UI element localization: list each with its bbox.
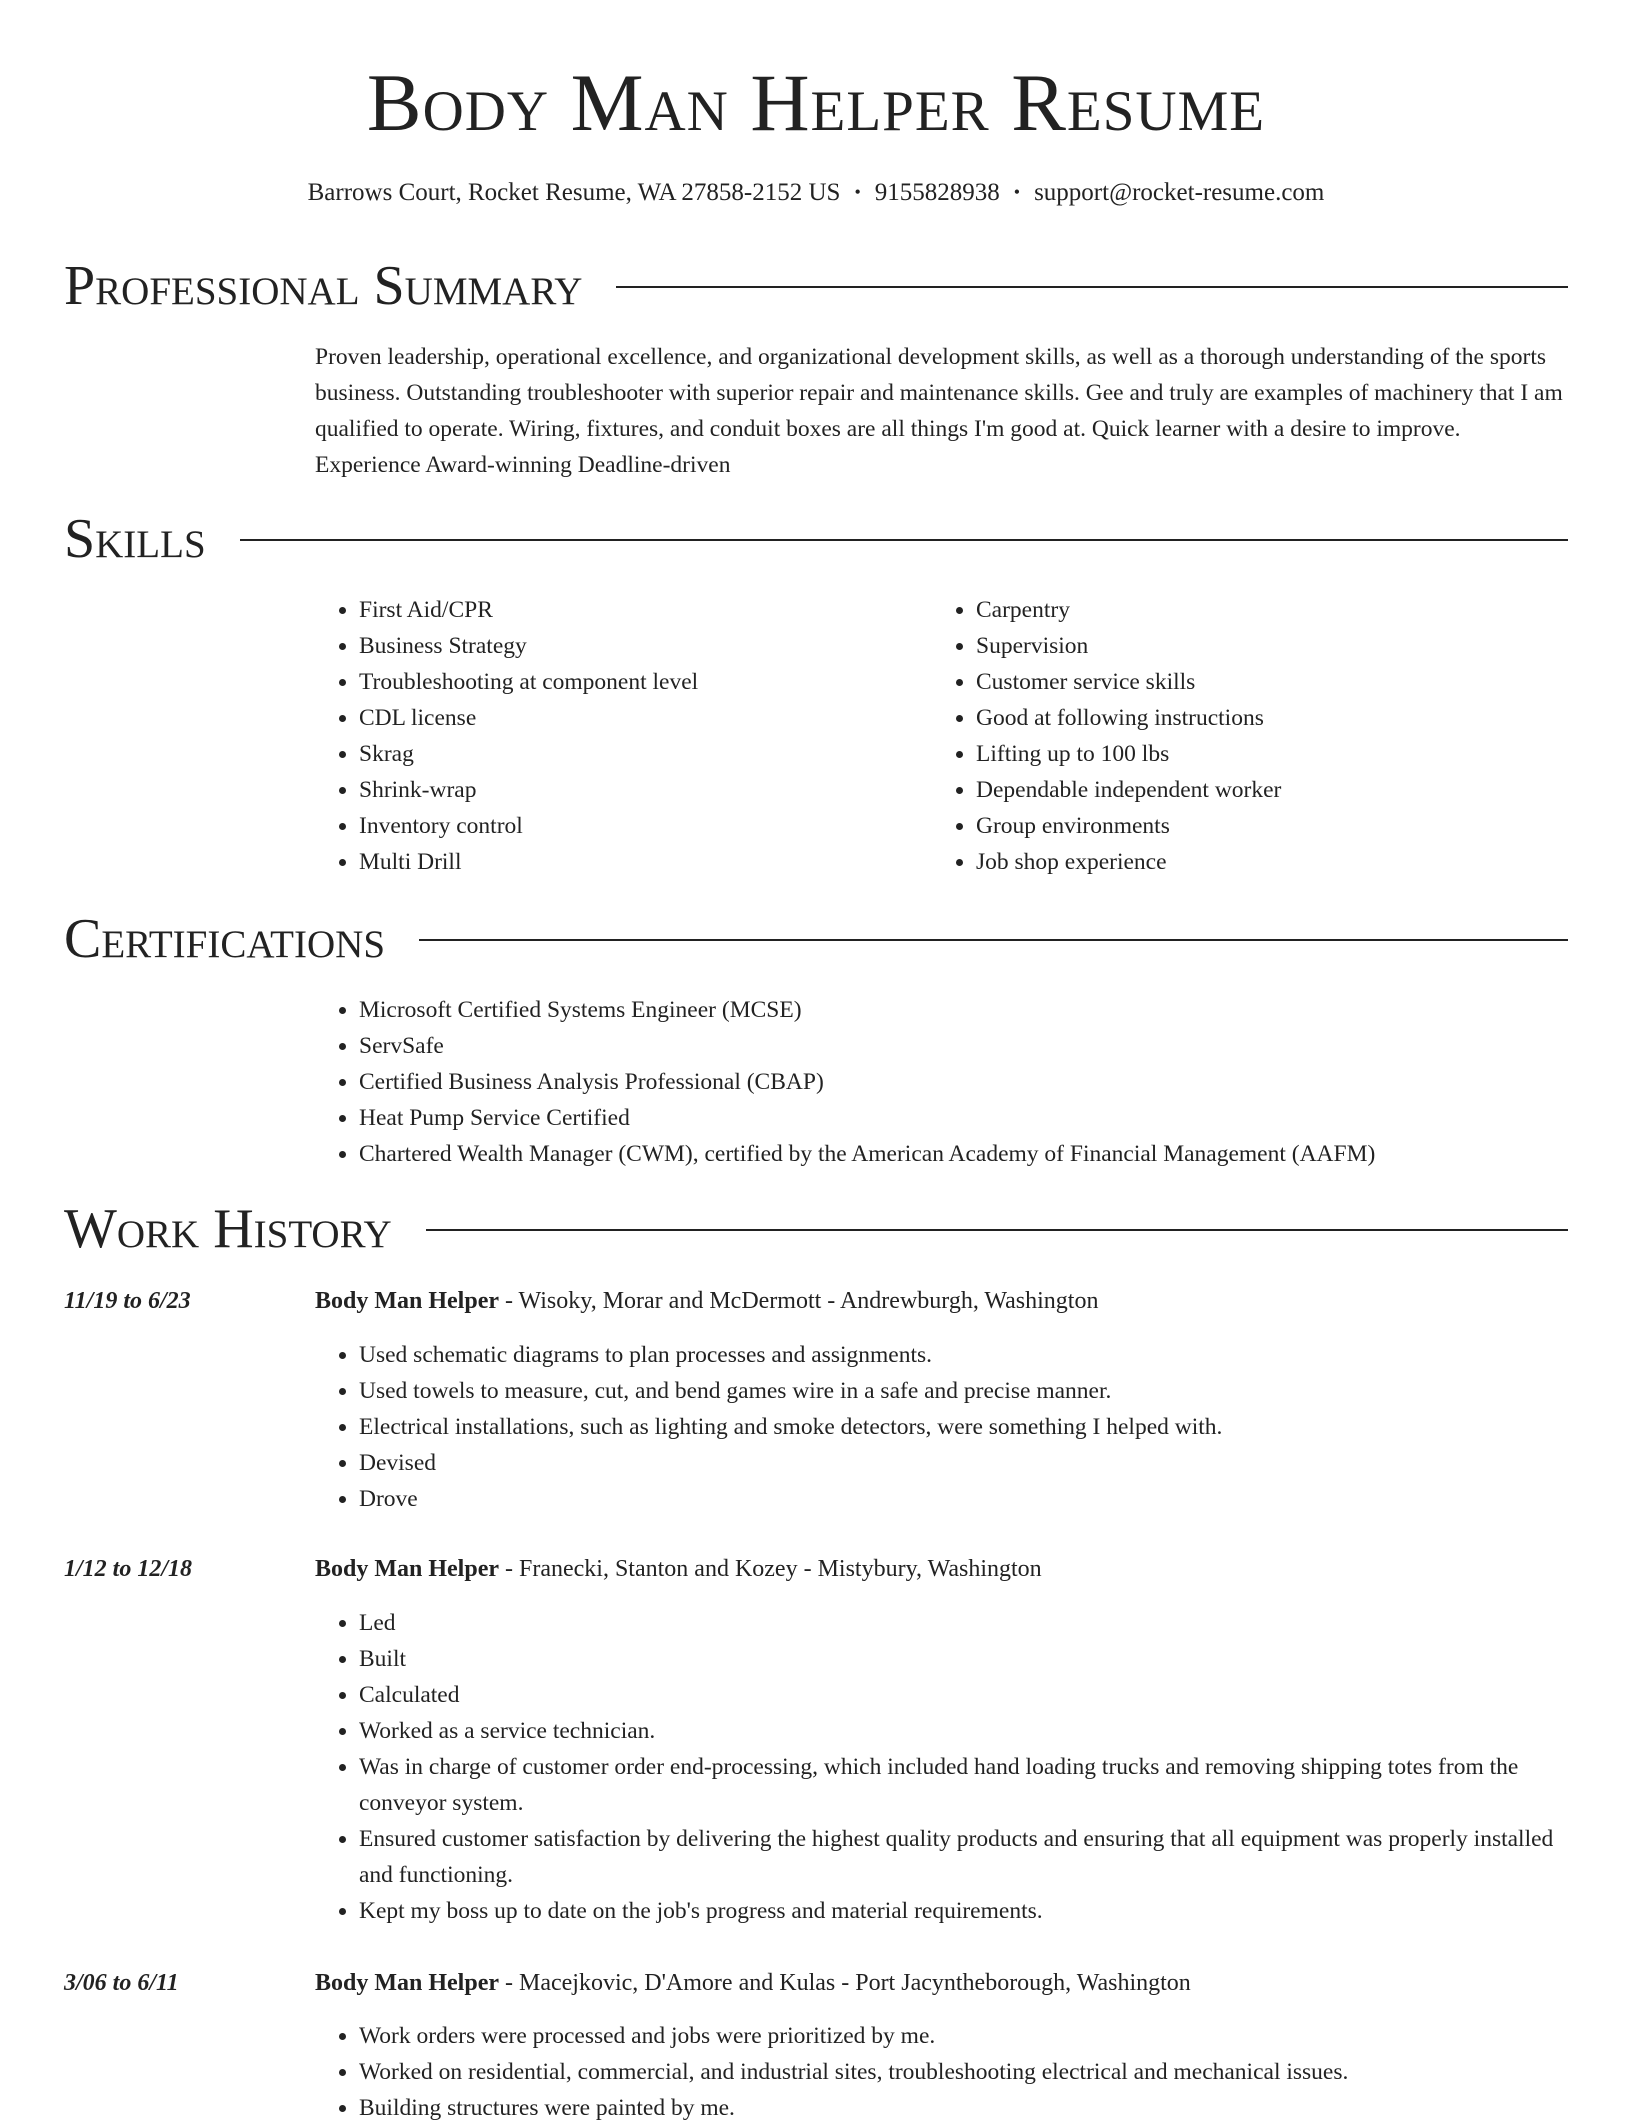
contact-line [0,174,1632,211]
skill-item: • Lifting up to 100 lbs [976,736,1532,772]
contact-email: support@rocket-resume.com [1034,179,1325,206]
job-bullet: • Worked on residential, commercial, and industrial sites, troubleshooting electrical and mechanical issues. [359,2054,1568,2090]
job-bullet: • Building structures were painted by me. [359,2090,1568,2126]
job-employer: - Wisoky, Morar and McDermott - Andrewburgh, Washington [499,1288,1099,1314]
work-history-section-title: Work History [64,1198,392,1260]
work-history-section-header [64,1197,1568,1261]
job-bullet: • Electrical installations, such as lighting and smoke detectors, were something I helped with. [359,1409,1568,1445]
skills-section-header [64,507,1568,571]
summary-paragraph: Proven leadership, operational excellence, and organizational development skills, as well as a thorough understanding of the sports business. Outstanding troubleshooter with superior repair and maintenance skills. Gee and truly are examples of machinery that I am qualified to operate. Wiring, fixtures, and conduit boxes are all things I'm good at. Quick learner with a desire to improve. Experience Award-winning Deadline-driven [315,344,1563,478]
certifications-section-title: Certifications [64,908,386,970]
skill-item: • Shrink-wrap [359,772,915,808]
summary-section-title: Professional Summary [64,255,583,317]
certification-item: • Heat Pump Service Certified [359,1100,1568,1136]
job-employer: - Macejkovic, D'Amore and Kulas - Port Jacyntheborough, Washington [499,1970,1191,1996]
job-bullet: • Devised [359,1445,1568,1481]
skill-item: • First Aid/CPR [359,592,915,628]
job-bullets [315,1605,1568,1929]
section-divider [426,1229,1568,1231]
skill-item: • Multi Drill [359,844,915,880]
certifications-list [315,992,1568,1172]
section-divider [616,286,1568,288]
job-role: Body Man Helper [315,1288,499,1314]
job-bullet: • Drove [359,1481,1568,1517]
skill-item: • CDL license [359,700,915,736]
job-bullet: • Used towels to measure, cut, and bend games wire in a safe and precise manner. [359,1373,1568,1409]
skills-left-column [315,592,915,880]
job-employer: - Franecki, Stanton and Kozey - Mistybury, Washington [499,1556,1042,1582]
job-bullet: • Built [359,1641,1568,1677]
contact-phone: 9155828938 [874,179,1000,206]
contact-separator: • [854,182,861,202]
job-bullet: • Was in charge of customer order end-processing, which included hand loading trucks and removing shipping totes from the conveyor system. [359,1749,1568,1821]
job-dates: 1/12 to 12/18 [64,1556,193,1582]
skill-item: • Business Strategy [359,628,915,664]
skill-item: • Troubleshooting at component level [359,664,915,700]
skill-item: • Inventory control [359,808,915,844]
section-divider [240,539,1568,541]
skill-item: • Good at following instructions [976,700,1532,736]
skill-item: • Supervision [976,628,1532,664]
job-role: Body Man Helper [315,1970,499,1996]
skills-right-column [932,592,1532,880]
skill-item: • Group environments [976,808,1532,844]
contact-address: Barrows Court, Rocket Resume, WA 27858-2152 US [307,179,841,206]
job-title-line [315,1283,1568,1319]
certification-item: • Chartered Wealth Manager (CWM), certified by the American Academy of Financial Management (AAFM) [359,1136,1568,1172]
skill-item: • Customer service skills [976,664,1532,700]
job-bullet: • Kept my boss up to date on the job's progress and material requirements. [359,1893,1568,1929]
job-dates: 11/19 to 6/23 [64,1288,191,1314]
job-title-line [315,1965,1568,2001]
skill-item: • Skrag [359,736,915,772]
certification-item: • Certified Business Analysis Professional (CBAP) [359,1064,1568,1100]
skill-item: • Dependable independent worker [976,772,1532,808]
skill-item: • Carpentry [976,592,1532,628]
skills-section-title: Skills [64,508,206,570]
job-bullet: • Worked as a service technician. [359,1713,1568,1749]
job-bullet: • Led [359,1605,1568,1641]
job-dates: 3/06 to 6/11 [64,1970,179,1996]
job-bullet: • Work orders were processed and jobs were prioritized by me. [359,2018,1568,2054]
job-bullets [315,1337,1568,1517]
resume-name-heading: Body Man Helper Resume [366,57,1266,148]
job-bullet: • Used schematic diagrams to plan processes and assignments. [359,1337,1568,1373]
certifications-section-header [64,907,1568,971]
job-role: Body Man Helper [315,1556,499,1582]
certification-item: • Microsoft Certified Systems Engineer (MCSE) [359,992,1568,1028]
job-bullet: • Calculated [359,1677,1568,1713]
summary-section-header [64,254,1568,318]
job-title-line [315,1551,1568,1587]
skill-item: • Job shop experience [976,844,1532,880]
section-divider [419,939,1568,941]
job-bullet: • Ensured customer satisfaction by delivering the highest quality products and ensuring that all equipment was properly installed and functioning. [359,1821,1568,1893]
certification-item: • ServSafe [359,1028,1568,1064]
contact-separator: • [1013,182,1021,202]
job-bullets [315,2018,1568,2126]
